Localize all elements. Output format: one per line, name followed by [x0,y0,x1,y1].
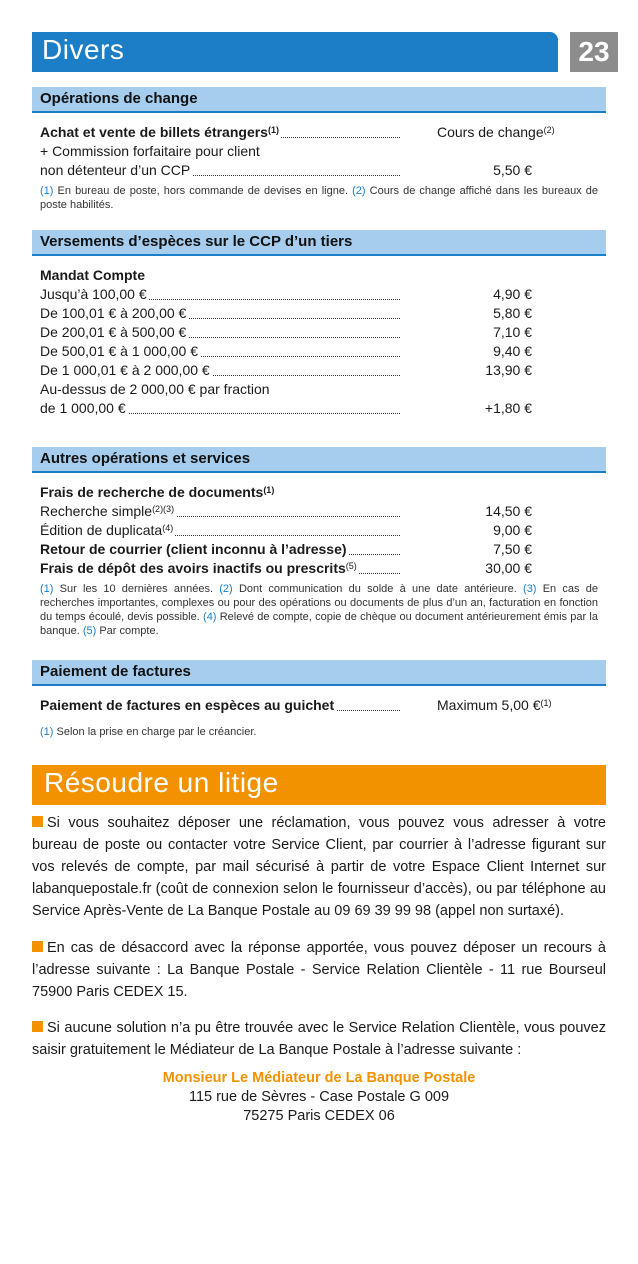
page-number: 23 [570,32,618,72]
tarif-row: Paiement de factures en espèces au guichet Maximum 5,00 €$^{(1)}$ [40,697,552,713]
tarif-row: Frais de dépôt des avoirs inactifs ou prescrits$^{(5)}$ 30,00 € [40,560,532,576]
bullet-square-icon [32,816,43,827]
footnote-ref: (2) [543,125,555,135]
versements-subtitle: Mandat Compte [40,267,145,283]
row-label: non détenteur d’un CCP [40,162,191,178]
row-value: 5,50 € [493,162,532,178]
tarif-row: De 1 000,01 € à 2 000,00 € 13,90 € [40,362,532,378]
autres-subtitle: Frais de recherche de documents$^{(1)}$ [40,484,275,500]
litige-paragraph-2: En cas de désaccord avec la réponse apportée, vous pouvez déposer un recours à l’adresse suivante : La Banque Postale - Service Relation Clientèle - 11 rue Bourseul 75900 Paris CEDEX 15. [32,940,606,1000]
footnote-ref: (1) [267,125,279,135]
bullet-square-icon [32,941,43,952]
section-title-bar [32,230,606,256]
section-title: Paiement de factures [40,663,191,680]
section-versements [32,230,606,418]
tarif-row: Édition de duplicata$^{(4)}$ 9,00 € [40,522,532,538]
section-title: Opérations de change [40,90,198,107]
section-header-divers [32,32,558,72]
tarif-row: De 200,01 € à 500,00 € 7,10 € [40,324,532,340]
mediateur-address [32,1069,606,1126]
row-value: Cours de change [437,124,544,140]
header-title: Divers [42,34,125,65]
row-label: Achat et vente de billets étrangers [40,124,268,140]
tarif-row-fraction: Au-dessus de 2 000,00 € par fraction [40,381,270,397]
section-operations-change [32,87,606,212]
section-title-bar [32,87,606,113]
bullet-square-icon [32,1021,43,1032]
address-line: 75275 Paris CEDEX 06 [243,1108,395,1124]
tarif-row: Recherche simple$^{(2)(3)}$ 14,50 € [40,503,532,519]
section-paiement-factures [32,660,606,739]
tarif-row: Retour de courrier (client inconnu à l’adresse) 7,50 € [40,541,532,557]
litige-paragraph-3: Si aucune solution n’a pu être trouvée avec le Service Relation Clientèle, vous pouvez saisir gratuitement le Médiateur de La Banque Postale à l’adresse suivante : [32,1020,606,1058]
section-header-litige [32,765,606,805]
change-row-non-detenteur [40,161,606,180]
section-title-bar [32,447,606,473]
change-row-commission [40,142,606,161]
litige-title: Résoudre un litige [44,767,279,798]
footnote: (1) Selon la prise en charge par le créancier. [40,726,257,738]
tarif-row: de 1 000,00 € +1,80 € [40,400,532,416]
address-line: 115 rue de Sèvres - Case Postale G 009 [188,1089,450,1105]
tarif-row: De 100,01 € à 200,00 € 5,80 € [40,305,532,321]
section-title: Versements d’espèces sur le CCP d’un tiers [40,233,353,250]
section-title-bar [32,660,606,686]
tarif-row: De 500,01 € à 1 000,00 € 9,40 € [40,343,532,359]
footnote: (1) En bureau de poste, hors commande de devises en ligne. (2) Cours de change affiché dans les bureaux de poste habilités. [40,185,598,211]
section-title: Autres opérations et services [40,450,251,467]
change-row-billets [40,123,606,142]
row-label: + Commission forfaitaire pour client [40,143,260,159]
litige-paragraph-1: Si vous souhaitez déposer une réclamation, vous pouvez vous adresser à votre bureau de poste ou contacter votre Service Client, par courrier à l’adresse figurant sur vos relevés de compte, par mail sécurisé à partir de votre Espace Client Internet sur labanquepostale.fr (coût de connexion selon le fournisseur d’accès), ou par téléphone au Service Après-Vente de La Banque Postale au 09 69 39 99 98 (appel non surtaxé). [32,815,606,919]
address-name: Monsieur Le Médiateur de La Banque Postale [162,1070,476,1086]
tarif-row: Jusqu’à 100,00 € 4,90 € [40,286,532,302]
footnote: (1) Sur les 10 dernières années. (2) Dont communication du solde à une date antérieure. (3) En cas de recherches importantes, complexes ou pour des opérations ou documents de plus d’un an, facturation en fonction du temps écoulé, devis possible. (4) Relevé de compte, copie de chèque ou document antérieurement émis par la banque. (5) Par compte. [40,583,598,637]
section-autres-operations [32,447,606,638]
